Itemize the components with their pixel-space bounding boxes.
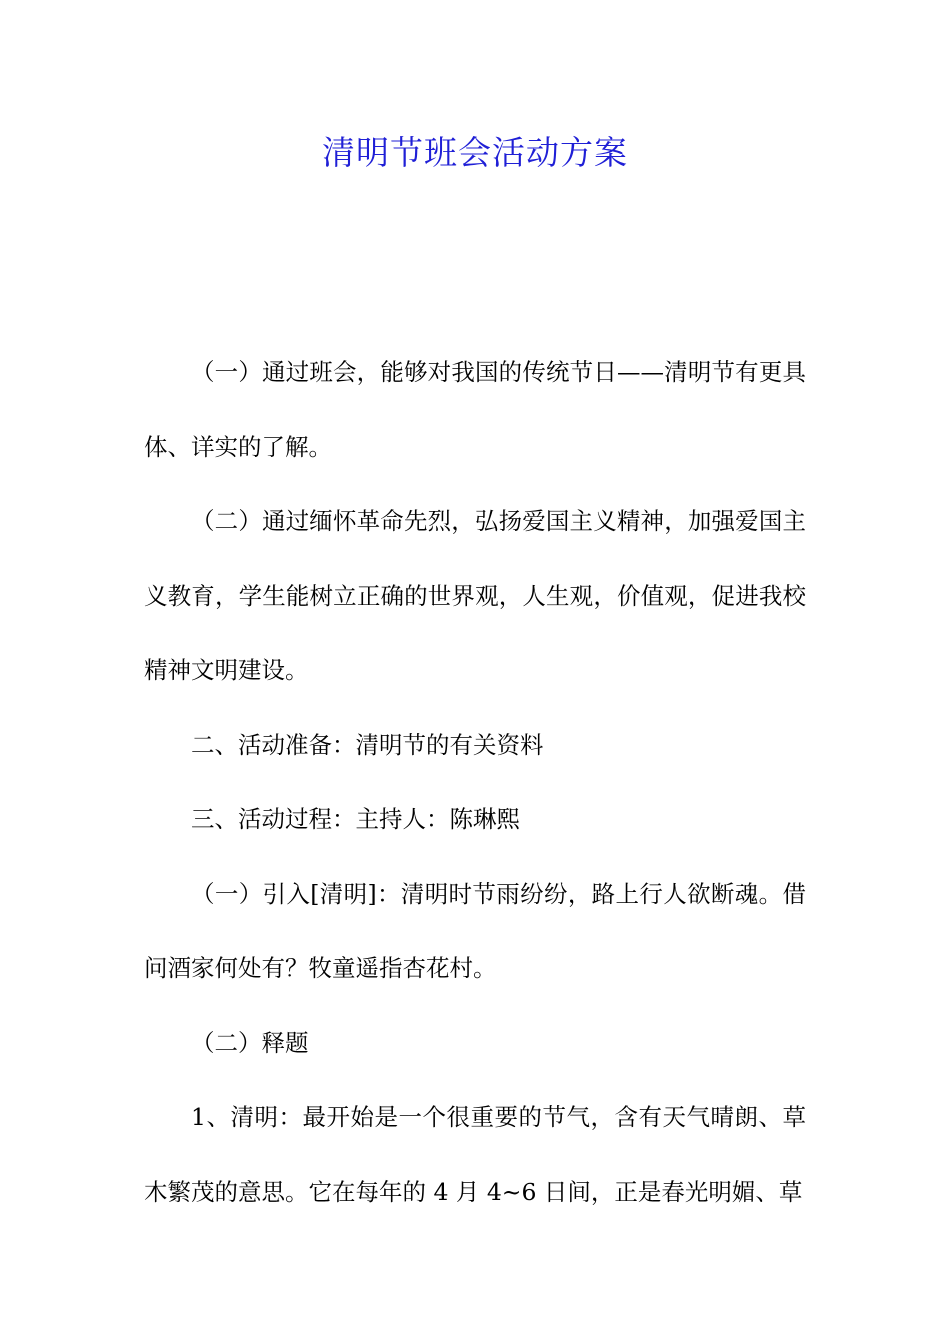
paragraph-objective-2: （二）通过缅怀革命先烈，弘扬爱国主义精神，加强爱国主义教育，学生能树立正确的世界观，人生观，价值观，促进我校精神文明建设。 <box>144 507 806 684</box>
paragraph-introduction-poem: （一）引入[清明]：清明时节雨纷纷，路上行人欲断魂。借问酒家何处有？牧童遥指杏花村。 <box>144 879 806 982</box>
paragraph-process-host: 三、活动过程：主持人：陈琳熙 <box>191 805 520 833</box>
document-body <box>144 335 806 1229</box>
paragraph-preparation: 二、活动准备：清明节的有关资料 <box>191 730 544 759</box>
paragraph-explain-title: （二）释题 <box>191 1028 309 1057</box>
document-title: 清明节班会活动方案 <box>322 133 628 172</box>
paragraph-qingming-definition: 1、清明：最开始是一个很重要的节气，含有天气晴朗、草木繁茂的意思。它在每年的 4 月 4~6 日间，正是春光明媚、草 <box>144 1103 806 1206</box>
paragraph-objective-1: （一）通过班会，能够对我国的传统节日——清明节有更具体、详实的了解。 <box>144 358 806 461</box>
